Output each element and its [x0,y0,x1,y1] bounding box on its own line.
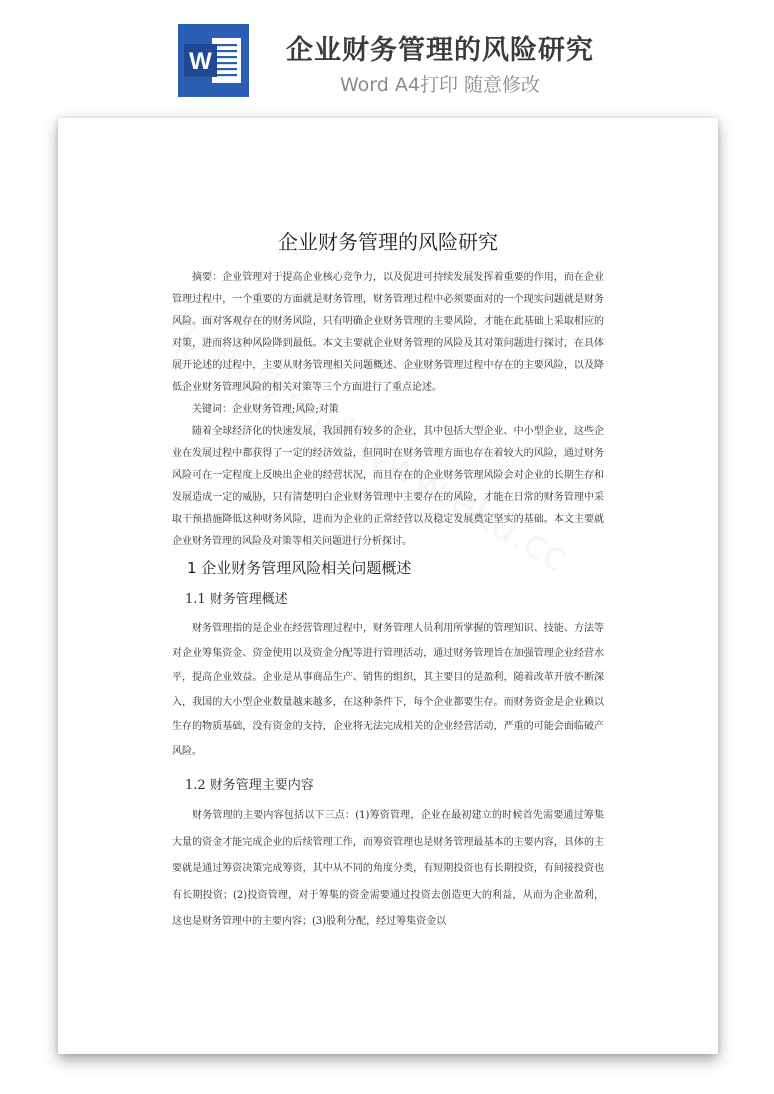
banner-subtitle: Word A4打印 随意修改 [339,74,540,96]
word-icon-letter: W [189,48,212,75]
section-1-2-paragraph: 财务管理的主要内容包括以下三点：(1)筹资管理，企业在最初建立的时候首先需要通过筹集大量的资金才能完成企业的后续管理工作，而筹资管理也是财务管理最基本的主要内容，具体的主要就是通过筹资决策完成筹资，其中从不同的角度分类，有短期投资也有长期投资，有间接投资也有长期投资；(2)投资管理，对于筹集的资金需要通过投资去创造更大的利益，从而为企业盈利，这也是财务管理中的主要内容；(3)股利分配，经过筹集资金以 [172,810,604,927]
section-1-2-heading: 1.2 财务管理主要内容 [185,778,314,793]
section-1-1-paragraph: 财务管理指的是企业在经营管理过程中，财务管理人员利用所掌握的管理知识、技能、方法等对企业筹集资金、资金使用以及资金分配等进行管理活动，通过财务管理旨在加强管理企业经营水平，提高企业效益。企业是从事商品生产、销售的组织，其主要目的是盈利，随着改革开放不断深入，我国的大小型企业数量越来越多，在这种条件下，每个企业都要生存。而财务资金是企业赖以生存的物质基础，没有资金的支持，企业将无法完成相关的企业经营活动，严重的可能会面临破产风险。 [172,623,604,757]
abstract-paragraph: 摘要：企业管理对于提高企业核心竞争力，以及促进可持续发展发挥着重要的作用，而在企业管理过程中，一个重要的方面就是财务管理，财务管理过程中必须要面对的一个现实问题就是财务风险。面对客观存在的财务风险，只有明确企业财务管理的主要风险，才能在此基础上采取相应的对策，进而将这种风险降到最低。本文主要就企业财务管理的风险及其对策问题进行探讨，在具体展开论述的过程中，主要从财务管理相关问题概述、企业财务管理过程中存在的主要风险，以及降低企业财务管理风险的相关对策等三个方面进行了重点论述。 [172,272,604,393]
section-1-1-heading: 1.1 财务管理概述 [185,592,288,607]
word-app-icon [178,24,249,97]
document-body [172,226,604,936]
intro-paragraph: 随着全球经济化的快速发展，我国拥有较多的企业，其中包括大型企业、中小型企业，这些企业在发展过程中都获得了一定的经济效益，但同时在财务管理方面也存在着较大的风险，通过财务风险可在一定程度上反映出企业的经营状况，而且存在的企业财务管理风险会对企业的长期生存和发展造成一定的威胁，只有清楚明白企业财务管理中主要存在的风险，才能在日常的财务管理中采取干预措施降低这种财务风险，进而为企业的正常经营以及稳定发展奠定坚实的基础。本文主要就企业财务管理的风险及对策等相关问题进行分析探讨。 [172,426,604,547]
document-title: 企业财务管理的风险研究 [278,230,498,254]
header-banner [0,0,774,112]
keywords-line: 关键词：企业财务管理;风险;对策 [192,404,339,415]
section-1-heading: 1 企业财务管理风险相关问题概述 [187,559,412,577]
document-page [58,118,718,1054]
banner-title: 企业财务管理的风险研究 [286,35,594,66]
